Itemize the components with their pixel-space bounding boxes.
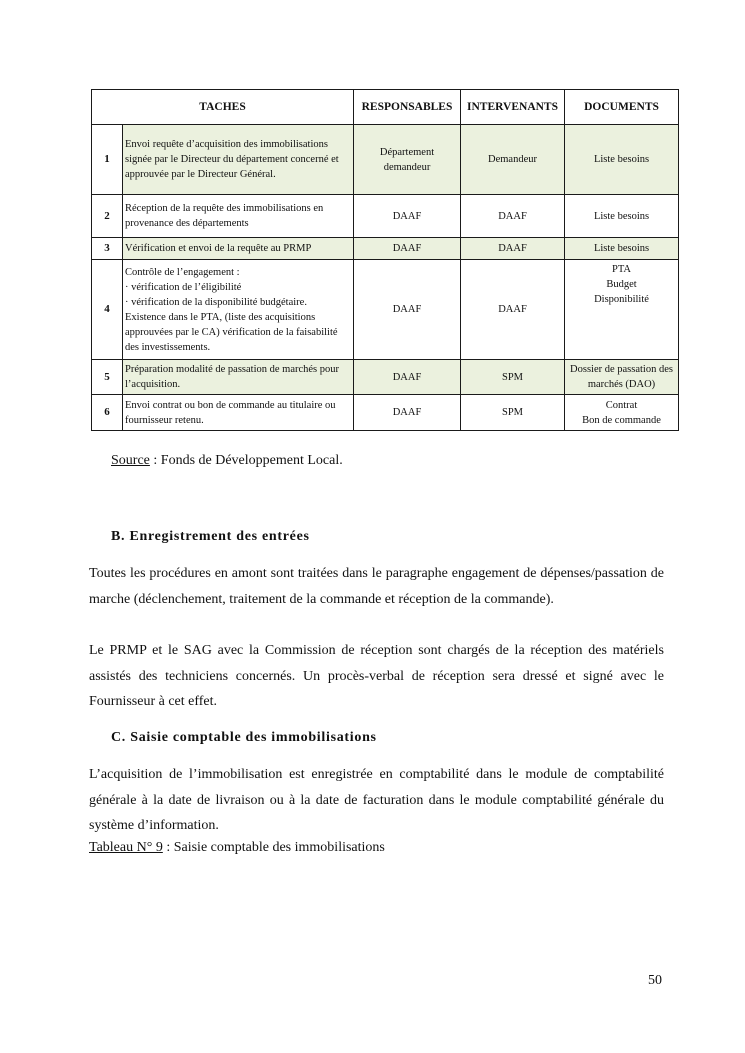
- task-line: Existence dans le PTA, (liste des acquisitions approuvées par le CA) vérification de la faisabilité des investissements.: [125, 311, 338, 353]
- row-documents: Dossier de passation des marchés (DAO): [565, 360, 679, 395]
- document-line: Disponibilité: [594, 294, 649, 305]
- row-intervenants: Demandeur: [461, 125, 565, 195]
- paragraph-acquisition: L’acquisition de l’immobilisation est enregistrée en comptabilité dans le module de comptabilité générale à la date de livraison ou à la date de facturation dans le module comptabilité générale du système d’information.: [89, 767, 664, 833]
- row-intervenants: SPM: [461, 360, 565, 395]
- row-task: Préparation modalité de passation de marchés pour l’acquisition.: [123, 360, 354, 395]
- row-task: Envoi requête d’acquisition des immobilisations signée par le Directeur du département concerné et approuvée par le Directeur Général.: [123, 125, 354, 195]
- row-task: Envoi contrat ou bon de commande au titulaire ou fournisseur retenu.: [123, 395, 354, 431]
- document-line: Contrat: [605, 399, 638, 411]
- task-line: Contrôle de l’engagement :: [125, 266, 240, 278]
- header-responsables: RESPONSABLES: [354, 90, 461, 125]
- row-intervenants: DAAF: [461, 238, 565, 260]
- document-line: PTA: [612, 264, 632, 275]
- source-label: Source: [111, 453, 150, 468]
- row-number: 1: [92, 125, 123, 195]
- row-documents: [565, 395, 679, 431]
- row-number: 5: [92, 360, 123, 395]
- row-task: Vérification et envoi de la requête au PRMP: [123, 238, 354, 260]
- header-documents: DOCUMENTS: [565, 90, 679, 125]
- section-c-heading: C. Saisie comptable des immobilisations: [111, 730, 377, 745]
- table-row: [92, 195, 679, 238]
- row-documents: [565, 260, 679, 360]
- row-documents: Liste besoins: [565, 195, 679, 238]
- row-task: [123, 260, 354, 360]
- row-task: Réception de la requête des immobilisations en provenance des départements: [123, 195, 354, 238]
- task-line: · vérification de la disponibilité budgétaire.: [125, 296, 307, 308]
- paragraph-procedures: Toutes les procédures en amont sont traitées dans le paragraphe engagement de dépenses/passation de marche (déclenchement, traitement de la commande et réception de la commande).: [89, 566, 664, 607]
- table-caption: [89, 840, 385, 856]
- row-documents: Liste besoins: [565, 125, 679, 195]
- row-documents: Liste besoins: [565, 238, 679, 260]
- row-intervenants: DAAF: [461, 195, 565, 238]
- row-responsables: DAAF: [354, 195, 461, 238]
- section-b-heading: B. Enregistrement des entrées: [111, 529, 310, 544]
- header-intervenants: INTERVENANTS: [461, 90, 565, 125]
- row-number: 6: [92, 395, 123, 431]
- page-number: 50: [648, 973, 662, 988]
- row-intervenants: DAAF: [461, 260, 565, 360]
- table-row: [92, 360, 679, 395]
- document-line: Bon de commande: [582, 414, 661, 426]
- row-intervenants: SPM: [461, 395, 565, 431]
- document-line: Budget: [606, 279, 637, 290]
- table-row: [92, 125, 679, 195]
- row-responsables: DAAF: [354, 395, 461, 431]
- source-text: : Fonds de Développement Local.: [149, 453, 343, 468]
- row-responsables: Département demandeur: [354, 125, 461, 195]
- row-responsables: DAAF: [354, 360, 461, 395]
- row-number: 4: [92, 260, 123, 360]
- row-responsables: DAAF: [354, 238, 461, 260]
- header-taches: TACHES: [92, 90, 354, 125]
- caption-label: Tableau N° 9: [89, 840, 163, 855]
- table-row: [92, 395, 679, 431]
- table-row: [92, 238, 679, 260]
- row-number: 2: [92, 195, 123, 238]
- procedure-table: [91, 89, 679, 431]
- source-note: [111, 453, 343, 469]
- table-row: [92, 260, 679, 360]
- row-responsables: DAAF: [354, 260, 461, 360]
- task-line: · vérification de l’éligibilité: [125, 281, 242, 293]
- row-number: 3: [92, 238, 123, 260]
- table-header-row: [92, 90, 679, 125]
- caption-text: : Saisie comptable des immobilisations: [162, 840, 385, 855]
- paragraph-reception: Le PRMP et le SAG avec la Commission de réception sont chargés de la réception des matériels assistés des techniciens concernés. Un procès-verbal de réception sera dressé et signé avec le Fournisseur à cet effet.: [89, 643, 664, 709]
